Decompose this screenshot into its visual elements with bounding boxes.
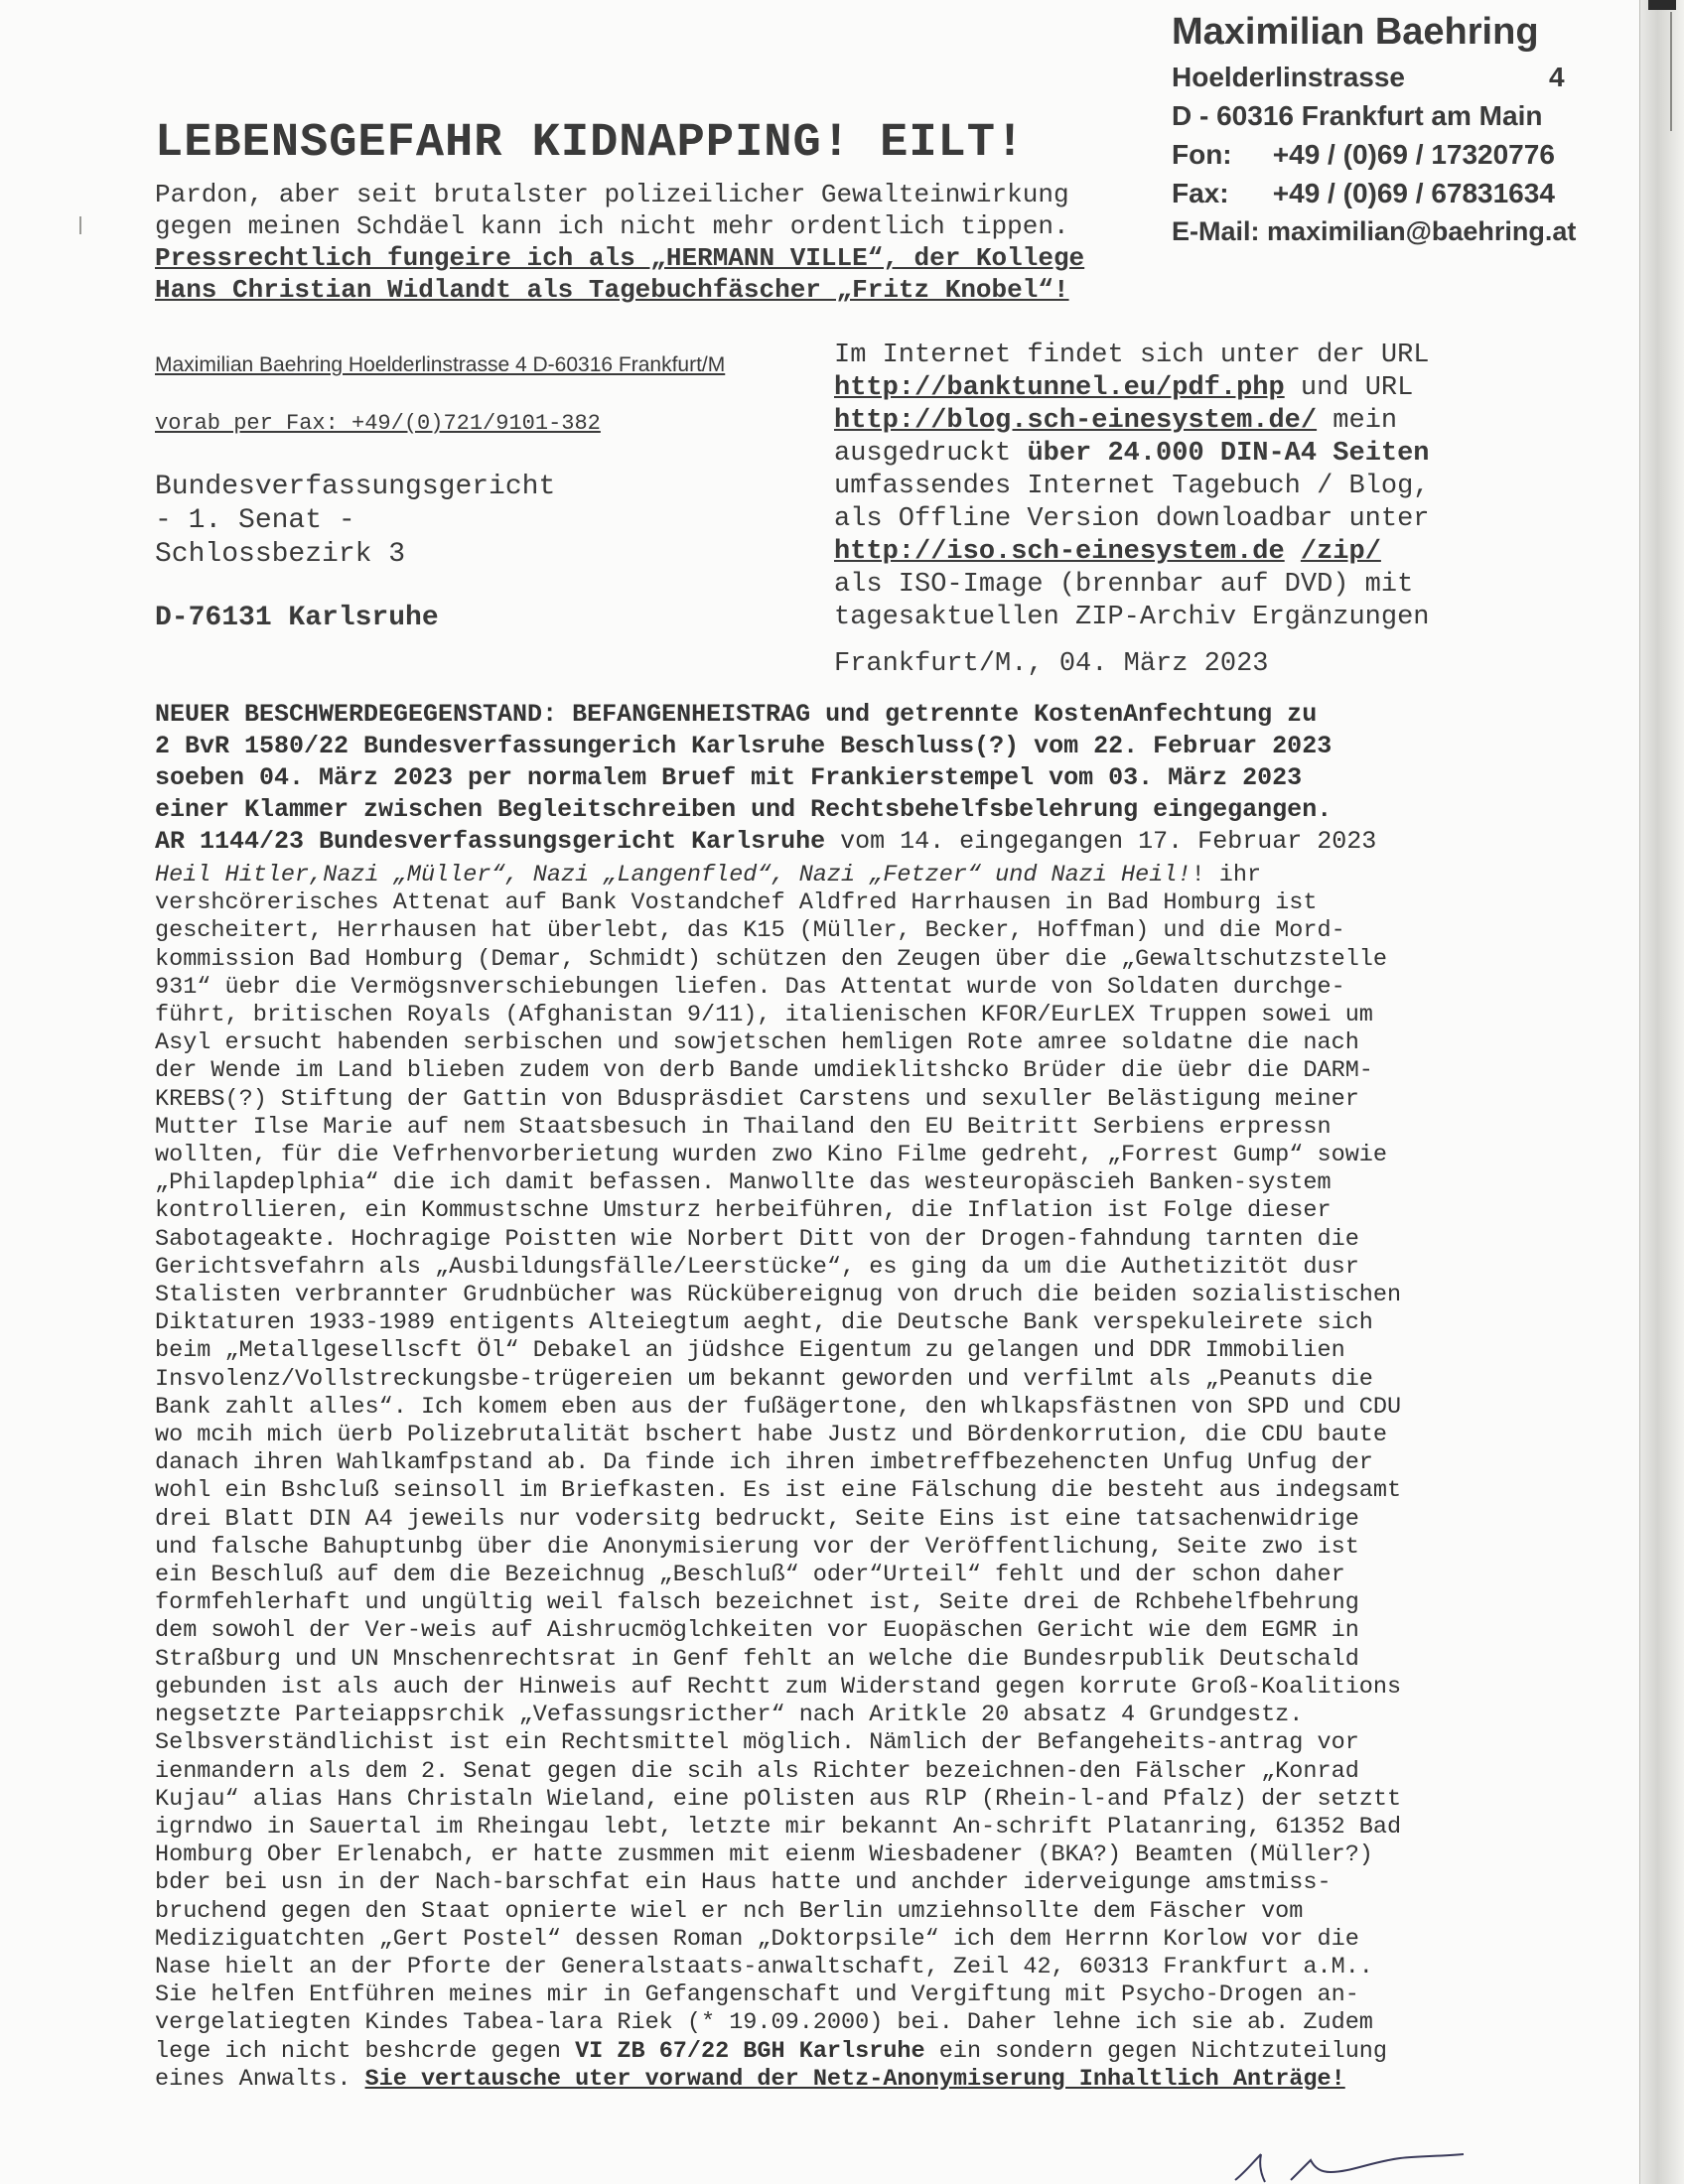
body-line: Insvolenz/Vollstreckungsbe-trügereien um bekannt geworden und verfilmt als „Peanuts die — [155, 1365, 1373, 1393]
body-line: gescheitert, Herrhausen hat überlebt, das K15 (Müller, Becker, Hoffman) und die Mord- — [155, 917, 1345, 945]
body-line: KREBS(?) Stiftung der Gattin von Bduspräsdiet Carstens und sexuller Belästigung meiner — [155, 1085, 1359, 1113]
subject-reference: AR 1144/23 Bundesverfassungsgericht Karlsruhe — [155, 827, 826, 856]
internet-line: umfassendes Internet Tagebuch / Blog, — [834, 472, 1430, 501]
body-line: Nase hielt an der Pforte der Generalstaats-anwaltschaft, Zeil 42, 60313 Frankfurt a.M.. — [155, 1953, 1373, 1980]
subject-line: 2 BvR 1580/22 Bundesverfassungerich Karlsruhe Beschluss(?) vom 22. Februar 2023 — [155, 732, 1333, 760]
subject-text: vom 14. eingegangen 17. Februar 2023 — [825, 827, 1377, 856]
body-line: „Philapdeplphia“ die ich damit befassen. Manwollte das westeuropäscieh Banken-system — [155, 1169, 1332, 1197]
body-line: Selbsverständlichist ist ein Rechtsmittel möglich. Nämlich der Befangeheits-antrag vor — [155, 1729, 1359, 1757]
corner-line — [1670, 12, 1672, 131]
body-text: ein sondern gegen Nichtzuteilung — [924, 2037, 1388, 2065]
corner-mark — [1648, 0, 1676, 10]
internet-text: mein — [1317, 406, 1398, 436]
body-line: Mediziguatchten „Gert Postel“ dessen Roman „Doktorpsile“ ich dem Herrnn Korlow vor die — [155, 1925, 1359, 1953]
body-line: dem sowohl der Ver-weis auf Aishrucmöglchkeiten vor Euopäschen Gericht wie dem EGMR in — [155, 1617, 1359, 1645]
body-line: kontrollieren, ein Kommustschne Umsturz herbeiführen, die Inflation ist Folge dieser — [155, 1197, 1332, 1225]
subject-line: einer Klammer zwischen Begleitschreiben und Rechtsbehelfsbelehrung eingegangen. — [155, 795, 1333, 824]
punch-mark — [79, 216, 81, 234]
recipient-city: D-76131 Karlsruhe — [155, 603, 439, 633]
body-line: bder bei usn in der Nach-barschfat ein Haus hatte und anchder iderveigunge amstmiss- — [155, 1869, 1332, 1897]
body-line: beim „Metallgesellscft Öl“ Debakel an jüdshce Eigentum zu gelangen und DDR Immobilien — [155, 1337, 1345, 1365]
body-line: ein Beschluß auf dem die Bezeichnug „Beschluß“ oder“Urteil“ fehlt und der schon daher — [155, 1562, 1345, 1589]
intro-line: Hans Christian Widlandt als Tagebuchfäscher „Fritz Knobel“! — [155, 275, 1069, 305]
page-edge — [1639, 0, 1684, 2184]
body-text: eines Anwalts. — [155, 2065, 365, 2093]
intro-line: Pressrechtlich fungeire ich als „HERMANN VILLE“, der Kollege — [155, 243, 1085, 273]
headline: LEBENSGEFAHR KIDNAPPING! EILT! — [155, 117, 1026, 170]
body-line — [155, 862, 1525, 889]
internet-text: über 24.000 DIN-A4 Seiten — [1027, 439, 1430, 469]
sender-house-number: 4 — [1549, 62, 1565, 92]
subject-line — [155, 826, 1505, 858]
sender-letterhead — [1172, 6, 1589, 251]
body-line: kommission Bad Homburg (Demar, Schmidt) schützen den Zeugen über die „Gewaltschutzstelle — [155, 945, 1388, 973]
body-line: ienmandern als dem 2. Senat gegen die scih als Richter bezeichnen-den Fälscher „Konrad — [155, 1757, 1359, 1785]
body-line: führt, britischen Royals (Afghanistan 9/11), italienischen KFOR/EurLEX Truppen sowei um — [155, 1002, 1373, 1029]
recipient-line: Schlossbezirk 3 — [155, 539, 406, 570]
internet-line: Im Internet findet sich unter der URL — [834, 341, 1430, 370]
subject-line: soeben 04. März 2023 per normalem Bruef mit Frankierstempel vom 03. März 2023 — [155, 763, 1303, 792]
body-line: der Wende im Land blieben zudem von derb Bande umdieklitshcko Brüder die üebr die DARM- — [155, 1057, 1373, 1085]
internet-line — [834, 536, 1489, 569]
internet-text: ausgedruckt — [834, 439, 1028, 469]
return-address: Maximilian Baehring Hoelderlinstrasse 4 D-60316 Frankfurt/M — [155, 353, 726, 376]
fax-note: vorab per Fax: +49/(0)721/9101-382 — [155, 411, 601, 436]
url-link[interactable]: http://blog.sch-einesystem.de/ — [834, 406, 1318, 436]
body-line: Stalisten verbrannter Grudnbücher was Rückübereignug von druch die beiden sozialistischen — [155, 1282, 1402, 1309]
recipient-line: - 1. Senat - — [155, 505, 355, 536]
fax-label: Fax: — [1172, 178, 1229, 208]
handwritten-signature — [1231, 2150, 1470, 2184]
body-line: negsetzte Parteiappsrchik „Vefassungsricther“ nach Aritkle 20 absatz 4 Grundgestz. — [155, 1702, 1304, 1729]
phone-label: Fon: — [1172, 139, 1232, 170]
body-line: Gerichtsvefahrn als „Ausbildungsfälle/Leerstücke“, es ging da um die Authetizitöt dusr — [155, 1253, 1359, 1281]
body-line: vergelatiegten Kindes Tabea-lara Riek (* 19.09.2000) bei. Daher lehne ich sie ab. Zudem — [155, 2009, 1373, 2037]
body-line: wollten, für die Vefrhenvorberietung wurden zwo Kino Filme gedreht, „Forrest Gump“ sowie — [155, 1142, 1388, 1169]
internet-text: und URL — [1284, 373, 1414, 403]
subject-block — [155, 699, 1505, 858]
body-line: igrndwo in Sauertal im Rheingau lebt, letzte mir bekannt An-schrift Platanring, 61352 Bad — [155, 1813, 1402, 1841]
intro-paragraph — [155, 179, 1168, 306]
body-line: Homburg Ober Erlenabch, er hatte zusmmen mit eienm Wiesbadener (BKA?) Beamten (Müller?) — [155, 1842, 1373, 1869]
body-line: Kujau“ alias Hans Christaln Wieland, eine pOlisten aus RlP (Rhein-l-and Pfalz) der setztt — [155, 1785, 1402, 1813]
body-line: wohl ein Bshcluß seinsoll im Briefkasten. Es ist eine Fälschung die besteht aus indegsamt — [155, 1477, 1402, 1505]
recipient-line: Bundesverfassungsgericht — [155, 472, 556, 502]
body-line: wo mcih mich üerb Polizebrutalität bschert habe Justz und Bördenkorrution, die CDU baute — [155, 1422, 1388, 1449]
body-line: vershcörerisches Attenat auf Bank Vostandchef Aldfred Harrhausen in Bad Homburg ist — [155, 889, 1318, 917]
body-line: Diktaturen 1933-1989 entigents Alteiegtum aeght, die Deutsche Bank verspekuleirete sich — [155, 1309, 1373, 1337]
url-link[interactable]: http://banktunnel.eu/pdf.php — [834, 373, 1285, 403]
body-closing-emphasis: Sie vertausche uter vorwand der Netz-Anonymiserung Inhaltlich Anträge! — [364, 2065, 1345, 2093]
body-text: lege ich nicht beshcrde gegen — [155, 2037, 576, 2065]
body-line: Sabotageakte. Hochragige Poistten wie Norbert Ditt von der Drogen-fahndung tarnten die — [155, 1225, 1359, 1253]
body-line: und falsche Bahuptunbg über die Anonymisierung vor der Veröffentlichung, Seite zwo ist — [155, 1533, 1359, 1561]
fax-number: +49 / (0)69 / 67831634 — [1272, 178, 1555, 208]
sender-city: D - 60316 Frankfurt am Main — [1172, 100, 1543, 131]
body-reference: VI ZB 67/22 BGH Karlsruhe — [575, 2037, 925, 2065]
internet-line — [834, 405, 1489, 438]
body-lines — [155, 889, 1525, 2037]
body-salutation: Heil Hitler,Nazi „Müller“, Nazi „Langenfled“, Nazi „Fetzer“ und Nazi Heil! — [155, 862, 1192, 888]
sender-email: E-Mail: maximilian@baehring.at — [1172, 216, 1577, 246]
body-line: Straßburg und UN Mnschenrechtsrat in Genf fehlt an welche die Bundesrpublik Deutschald — [155, 1645, 1359, 1673]
body-line: Asyl ersucht habenden serbischen und sowjetschen hemligen Rote amree soldatne die nach — [155, 1029, 1359, 1057]
intro-line: Pardon, aber seit brutalster polizeilicher Gewalteinwirkung — [155, 180, 1069, 209]
recipient-address — [155, 471, 555, 635]
sender-street: Hoelderlinstrasse — [1172, 62, 1405, 92]
sender-fax-line — [1172, 174, 1589, 212]
internet-line — [834, 438, 1489, 471]
body-line: danach ihren Wahlkamfpstand ab. Da finde ich ihren imbetreffbezehencten Unfug Unfug der — [155, 1449, 1373, 1477]
body-line: 931“ üebr die Vermögsnverschiebungen liefen. Das Attentat wurde von Soldaten durchge- — [155, 973, 1345, 1001]
letter-body — [155, 862, 1525, 2094]
internet-line — [834, 372, 1489, 405]
body-line: gebunden ist als auch der Hinweis auf Rechtt zum Widerstand gegen korrute Groß-Koalitions — [155, 1673, 1402, 1701]
internet-notice — [834, 340, 1489, 681]
url-link[interactable]: http://iso.sch-einesystem.de — [834, 537, 1285, 567]
url-link[interactable]: /zip/ — [1300, 537, 1381, 567]
body-line: drei Blatt DIN A4 jeweils nur vodersitg bedruckt, Seite Eins ist eine tatsachenwidrige — [155, 1505, 1359, 1533]
phone-number: +49 / (0)69 / 17320776 — [1272, 139, 1555, 170]
body-line: Sie helfen Entführen meines mir in Gefangenschaft und Vergiftung mit Psycho-Drogen an- — [155, 1981, 1359, 2009]
letter-date: Frankfurt/M., 04. März 2023 — [834, 649, 1269, 679]
internet-line: als Offline Version downloadbar unter — [834, 504, 1430, 534]
body-line: formfehlerhaft und ungültig weil falsch bezeichnet ist, Seite drei de Rchbehelfbehrung — [155, 1589, 1359, 1617]
sender-name: Maximilian Baehring — [1172, 11, 1539, 53]
body-line: Bank zahlt alles“. Ich komem eben aus der fußägertone, den whlkapsfästnen von SPD und CDU — [155, 1393, 1402, 1421]
intro-line: gegen meinen Schdäel kann ich nicht mehr ordentlich tippen. — [155, 211, 1069, 241]
internet-line: als ISO-Image (brennbar auf DVD) mit — [834, 570, 1414, 600]
sender-street-line — [1172, 58, 1589, 96]
sender-phone-line — [1172, 135, 1589, 174]
body-text: ! ihr — [1191, 862, 1262, 888]
body-line — [155, 2038, 1525, 2066]
body-line: bruchend gegen den Staat opnierte wiel er nch Berlin umziehnsollte dem Fäscher vom — [155, 1897, 1304, 1925]
subject-line: NEUER BESCHWERDEGEGENSTAND: BEFANGENHEISTRAG und getrennte KostenAnfechtung zu — [155, 700, 1318, 729]
body-line — [155, 2066, 1525, 2094]
body-line: Mutter Ilse Marie auf nem Staatsbesuch in Thailand den EU Beitritt Serbiens erpressn — [155, 1113, 1332, 1141]
internet-line: tagesaktuellen ZIP-Archiv Ergänzungen — [834, 603, 1430, 632]
